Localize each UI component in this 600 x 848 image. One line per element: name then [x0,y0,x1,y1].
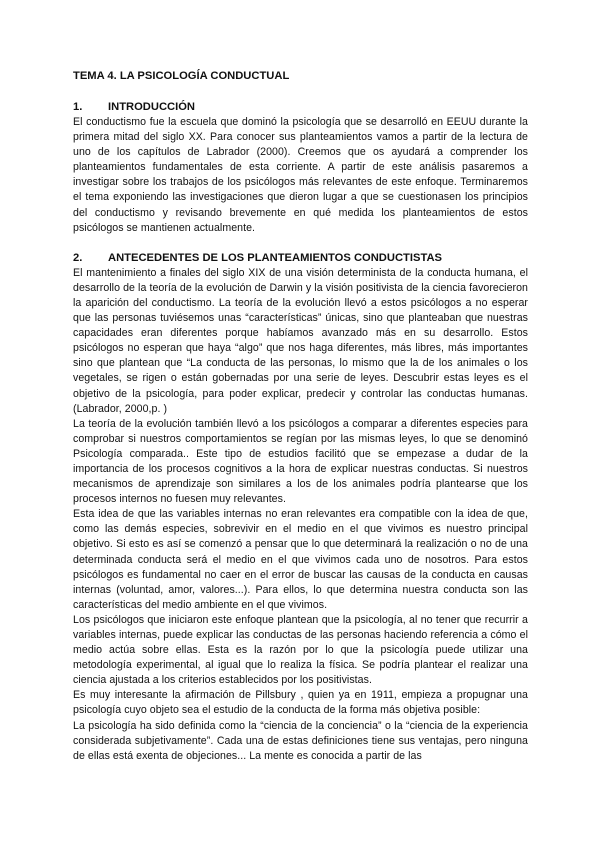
section-number: 1. [73,101,83,113]
section-antecedentes [73,251,528,764]
quote-paragraph: La psicología ha sido definida como la “ciencia de la conciencia” o la “ciencia de la experiencia considerada subjetivamente”. Cada una de estas definiciones tiene sus ventajas, pero ninguna de ellas está exenta de objeciones... La mente es conocida a partir de las [73,719,528,762]
paragraph: El conductismo fue la escuela que dominó la psicología que se desarrolló en EEUU durante la primera mitad del siglo XX. Para conocer sus planteamientos vamos a partir de la lectura de uno de los capítulos de Labrador (2000). Creemos que os ayudará a comprender los planteamientos fundamentales de esta corriente. A partir de este análisis pasaremos a investigar sobre los trabajos de los psicólogos más relevantes de este enfoque. Terminaremos el tema exponiendo las investigaciones que dieron lugar a que se cuestionasen los principios del conductismo y revisando brevemente en qué medida los planteamientos de estos psicólogos se mantienen actualmente. [73,116,528,234]
paragraph: La teoría de la evolución también llevó a los psicólogos a comparar a diferentes especies para comprobar si nuestros comportamientos se regían por las mismas leyes, lo que se denominó Psicología comparada.. Este tipo de estudios facilitó que se empezase a dudar de la importancia de los procesos cognitivos a la hora de explicar nuestras conductas. Si nuestros mecanismos de aprendizaje son similares a los de los animales podría plantearse que los procesos internos no fuesen muy relevantes. [73,417,528,506]
document-title: TEMA 4. LA PSICOLOGÍA CONDUCTUAL [73,70,290,82]
paragraph: Es muy interesante la afirmación de Pillsbury , quien ya en 1911, empieza a propugnar una psicología cuyo objeto sea el estudio de la conducta de la forma más objetiva posible: [73,689,528,717]
section-title: INTRODUCCIÓN [108,101,196,113]
section-title: ANTECEDENTES DE LOS PLANTEAMIENTOS CONDUCTISTAS [108,251,442,264]
paragraph: El mantenimiento a finales del siglo XIX de una visión determinista de la conducta humana, el desarrollo de la teoría de la evolución de Darwin y la visión positivista de la ciencia favorecieron la aparición del conductismo. La teoría de la evolución llevó a estos psicólogos a no esperar que las personas tuviésemos unas “características” únicas, sino que planteaban que nuestras capacidades eran diferentes porque habíamos avanzado más en su desarrollo. Estos psicólogos no esperan que haya “algo” que nos haga diferentes, más libres, más importantes sino que plantean que “La conducta de las personas, lo mismo que la de los animales o los vegetales, se rigen o están gobernadas por una serie de leyes. Descubrir estas leyes es el objetivo de la psicología, para poder explicar, predecir y controlar las conductas humanas. (Labrador, 2000,p. ) [73,266,528,415]
section-introduccion [73,100,528,236]
section-heading [73,100,528,115]
section-heading [73,251,528,266]
paragraph: Esta idea de que las variables internas no eran relevantes era compatible con la idea de que, como las demás especies, sobrevivir en el medio en el que vivimos es nuestro principal objetivo. Si esto es así se comenzó a pensar que lo que determinará la realización o no de una determinada conducta será el medio en el que vivimos cada uno de nosotros. Para estos psicólogos es fundamental no caer en el error de buscar las causas de la conducta en causas internas (voluntad, amor, valores...). Para ellos, lo que determina nuestra conducta son las características del medio ambiente en el que vivimos. [73,508,528,611]
section-number: 2. [73,251,83,264]
paragraph: Los psicólogos que iniciaron este enfoque plantean que la psicología, al no tener que recurrir a variables internas, puede explicar las conductas de las personas haciendo referencia a cómo el medio actúa sobre ellas. Esta es la razón por lo que la psicología puede utilizar una metodología experimental, al igual que lo realiza la física. Se podría plantear el realizar una ciencia ajustada a los criterios establecidos por los positivistas. [73,613,528,687]
document-page [73,69,528,779]
